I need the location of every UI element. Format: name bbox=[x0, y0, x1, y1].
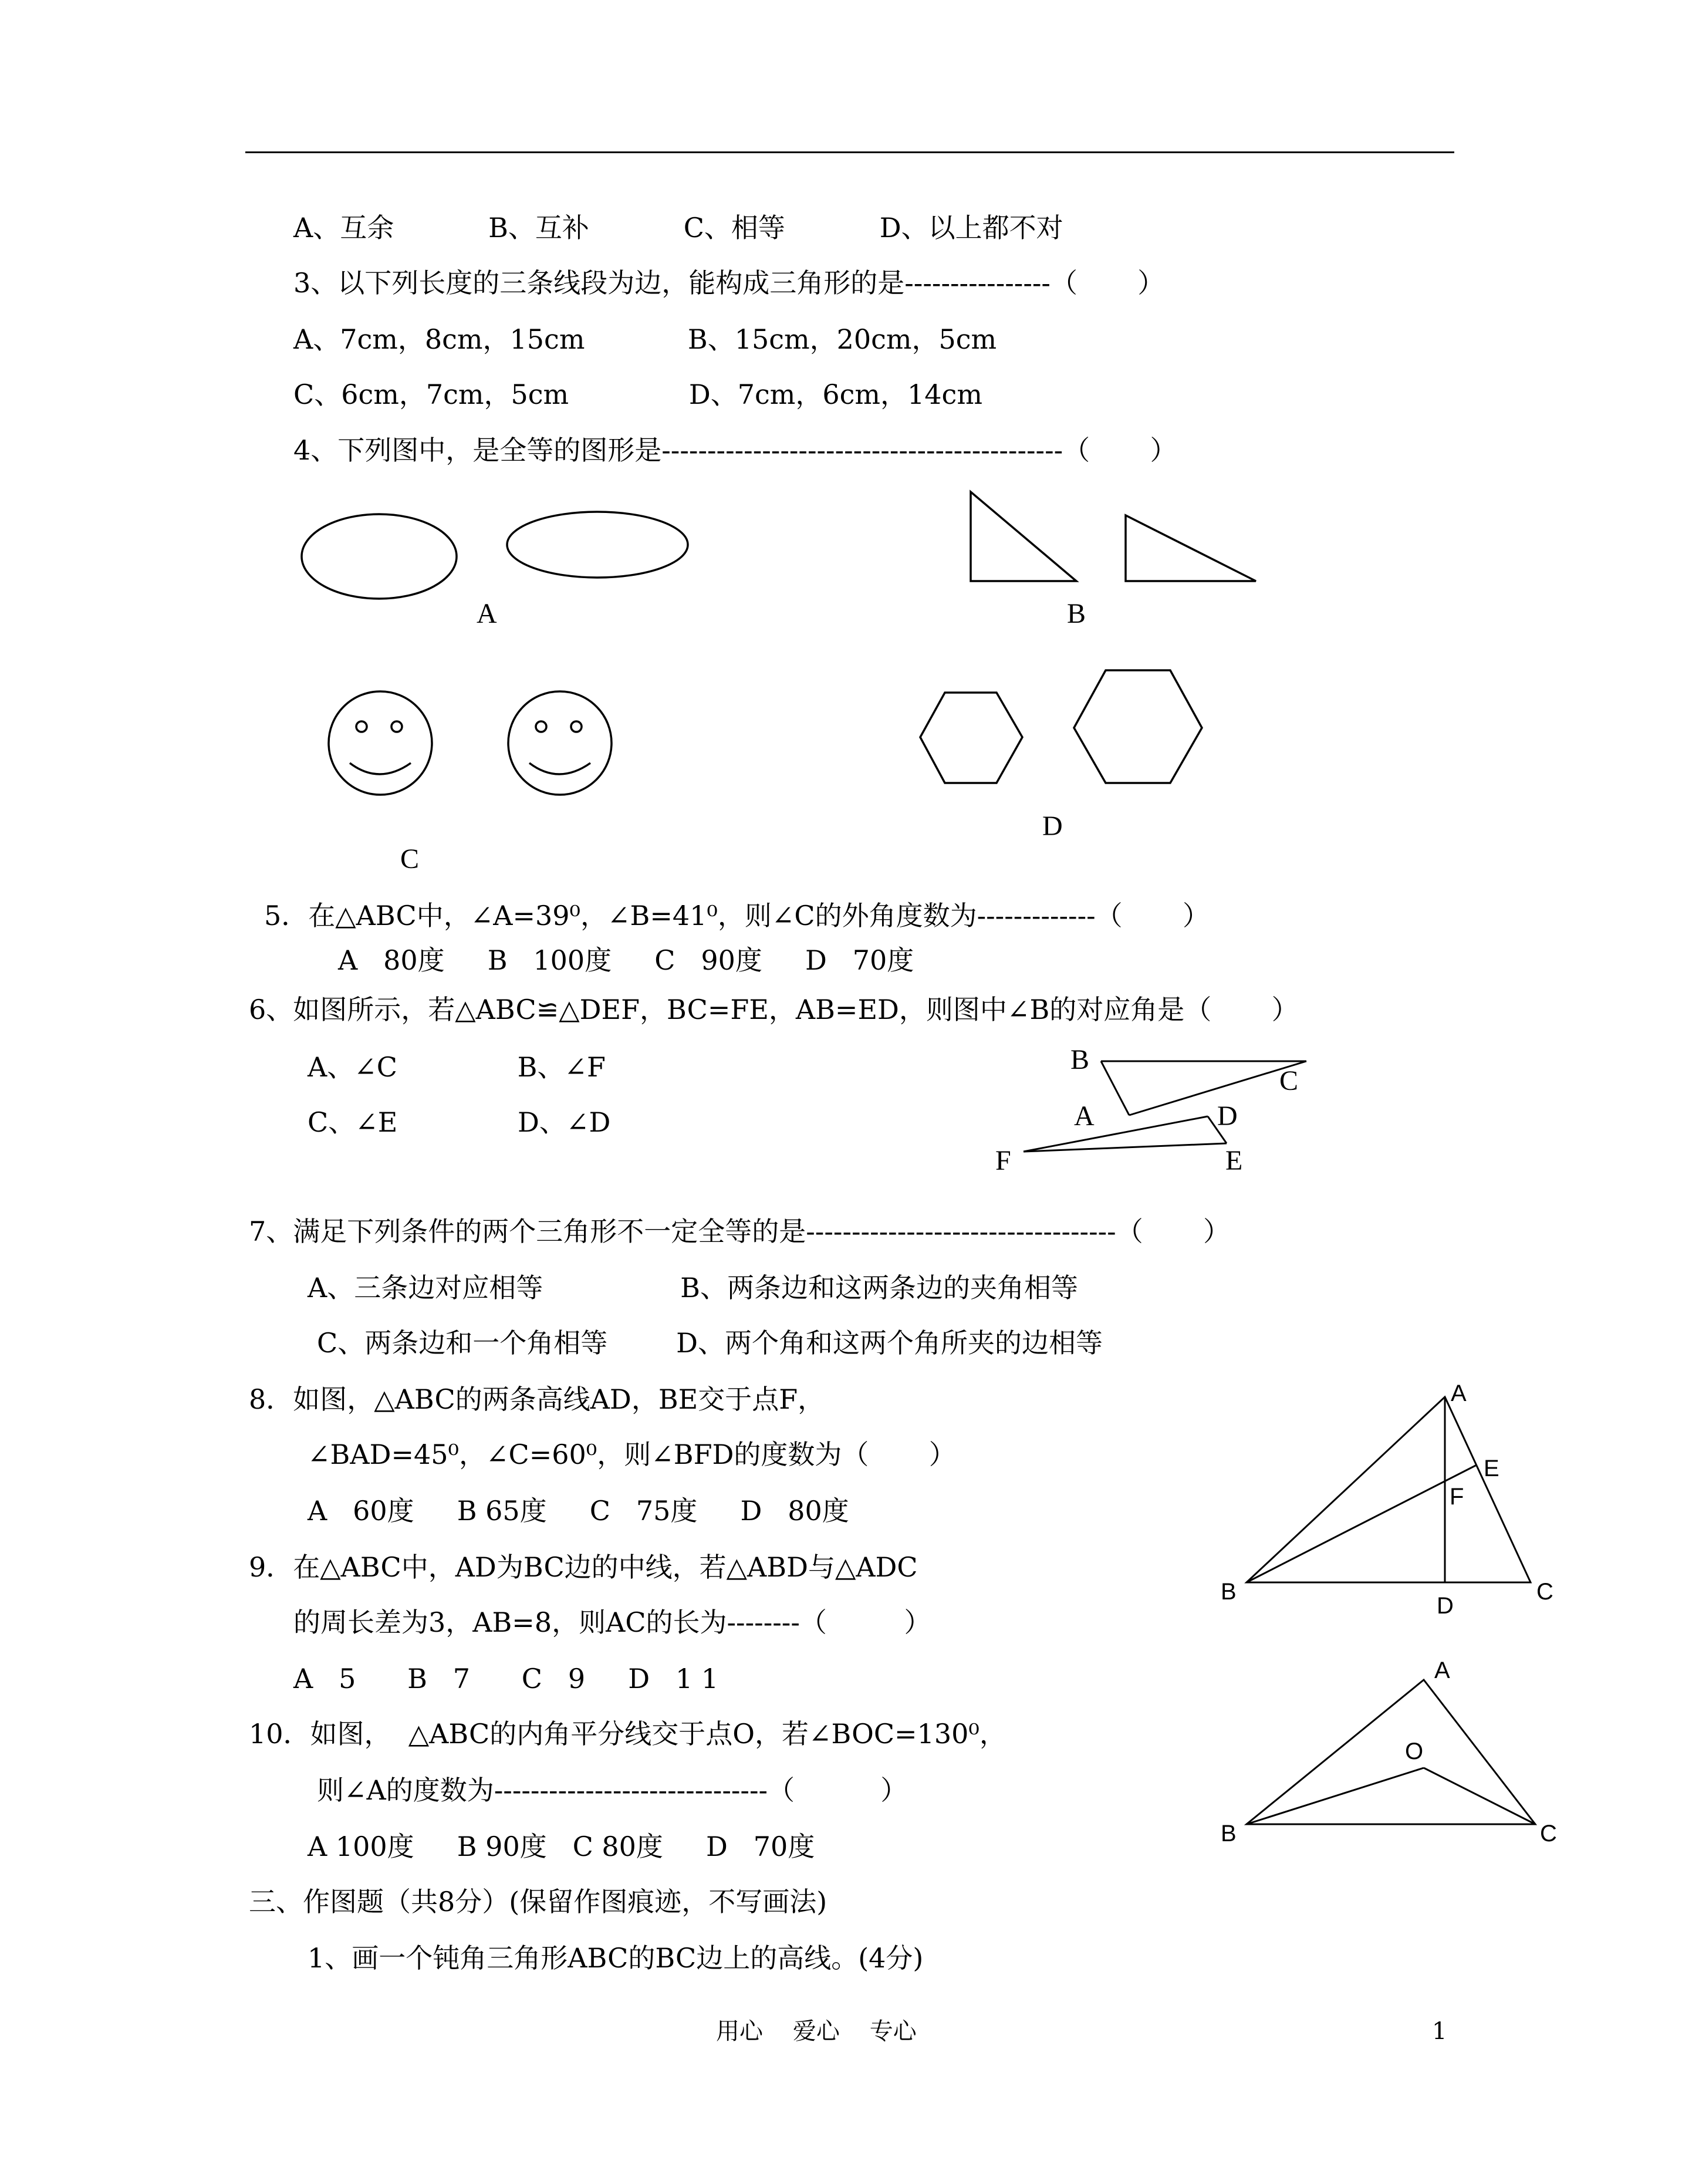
q5-stem: 5．在△ABC中，∠A=39⁰，∠B=41⁰，则∠C的外角度数为-------------（ ） bbox=[264, 900, 1210, 931]
q6-options-cd: C、∠E D、∠D bbox=[308, 1106, 611, 1138]
q7-options-cd: C、两条边和一个角相等 D、两个角和这两个角所夹的边相等 bbox=[317, 1327, 1103, 1359]
q6-options-ab: A、∠C B、∠F bbox=[308, 1051, 606, 1083]
q4-c-face-2 bbox=[508, 691, 612, 795]
q6-stem: 6、如图所示，若△ABC≌△DEF，BC=FE，AB=ED，则图中∠B的对应角是（ ） bbox=[249, 994, 1299, 1025]
q10-label-a: A bbox=[1434, 1658, 1450, 1683]
q6-label-b: B bbox=[1070, 1044, 1090, 1075]
q10-stem-1: 10．如图， △ABC的内角平分线交于点O，若∠BOC=130⁰， bbox=[249, 1718, 1006, 1750]
q7-stem: 7、满足下列条件的两个三角形不一定全等的是----------------------------------（ ） bbox=[249, 1216, 1231, 1247]
q5-options: A 80度 B 100度 C 90度 D 70度 bbox=[338, 944, 914, 976]
q9-stem-2: 的周长差为3，AB=8，则AC的长为--------（ ） bbox=[293, 1606, 931, 1638]
q8-label-b: B bbox=[1221, 1579, 1237, 1605]
q9-options: A 5 B 7 C 9 D 1 1 bbox=[293, 1663, 719, 1694]
q4-a-ellipse-1 bbox=[302, 514, 457, 599]
q4-d-hexagon-1 bbox=[920, 693, 1022, 783]
q10-options: A 100度 B 90度 C 80度 D 70度 bbox=[308, 1831, 815, 1862]
q8-label-d: D bbox=[1437, 1593, 1454, 1619]
q4-a-ellipse-2 bbox=[507, 512, 688, 578]
page-number: 1 bbox=[1432, 2018, 1447, 2045]
q8-figure bbox=[1247, 1397, 1531, 1582]
q4-c-face-1 bbox=[329, 691, 432, 795]
section3-q1: 1、画一个钝角三角形ABC的BC边上的高线。(4分) bbox=[308, 1942, 924, 1974]
q4-label-d: D bbox=[1042, 811, 1063, 842]
q3-options-ab: A、7cm，8cm，15cm B、15cm，20cm，5cm bbox=[293, 323, 997, 355]
q4-label-c: C bbox=[400, 843, 420, 875]
q10-label-o: O bbox=[1405, 1739, 1424, 1764]
q8-label-c: C bbox=[1536, 1579, 1553, 1605]
q8-label-e: E bbox=[1484, 1456, 1499, 1481]
q3-stem: 3、以下列长度的三条线段为边，能构成三角形的是----------------（ ） bbox=[293, 267, 1165, 299]
q10-label-c: C bbox=[1540, 1821, 1557, 1847]
q6-label-c: C bbox=[1279, 1065, 1299, 1096]
q4-d-hexagon-2 bbox=[1074, 670, 1202, 783]
section3-heading: 三、作图题（共8分）(保留作图痕迹，不写画法) bbox=[249, 1886, 827, 1918]
q4-label-b: B bbox=[1067, 598, 1086, 629]
q3-options-cd: C、6cm，7cm，5cm D、7cm，6cm，14cm bbox=[293, 379, 982, 410]
q6-label-a: A bbox=[1074, 1101, 1095, 1132]
q6-label-d: D bbox=[1217, 1101, 1238, 1132]
q4-stem: 4、下列图中，是全等的图形是--------------------------------------------（ ） bbox=[293, 434, 1177, 466]
q4-label-a: A bbox=[477, 598, 497, 629]
q7-options-ab: A、三条边对应相等 B、两条边和这两条边的夹角相等 bbox=[308, 1272, 1078, 1304]
q2-options: A、互余 B、互补 C、相等 D、以上都不对 bbox=[293, 212, 1063, 244]
q10-figure bbox=[1247, 1680, 1535, 1824]
q10-label-b: B bbox=[1221, 1821, 1237, 1847]
q8-label-a: A bbox=[1451, 1380, 1467, 1406]
q6-figure bbox=[1024, 1061, 1306, 1152]
q8-options: A 60度 B 65度 C 75度 D 80度 bbox=[308, 1495, 849, 1527]
footer-motto: 用心 爱心 专心 bbox=[716, 2018, 917, 2045]
q8-stem-2: ∠BAD=45⁰，∠C=60⁰，则∠BFD的度数为（ ） bbox=[308, 1439, 956, 1470]
q6-label-f: F bbox=[995, 1145, 1011, 1176]
q4-b-triangle-2 bbox=[1126, 515, 1256, 581]
q6-label-e: E bbox=[1225, 1145, 1243, 1176]
q10-stem-2: 则∠A的度数为------------------------------（ ） bbox=[317, 1774, 908, 1806]
q9-stem-1: 9．在△ABC中，AD为BC边的中线，若△ABD与△ADC bbox=[249, 1551, 918, 1583]
q4-b-triangle-1 bbox=[971, 492, 1076, 581]
q8-stem-1: 8．如图，△ABC的两条高线AD，BE交于点F， bbox=[249, 1383, 825, 1415]
q8-label-f: F bbox=[1450, 1484, 1464, 1510]
